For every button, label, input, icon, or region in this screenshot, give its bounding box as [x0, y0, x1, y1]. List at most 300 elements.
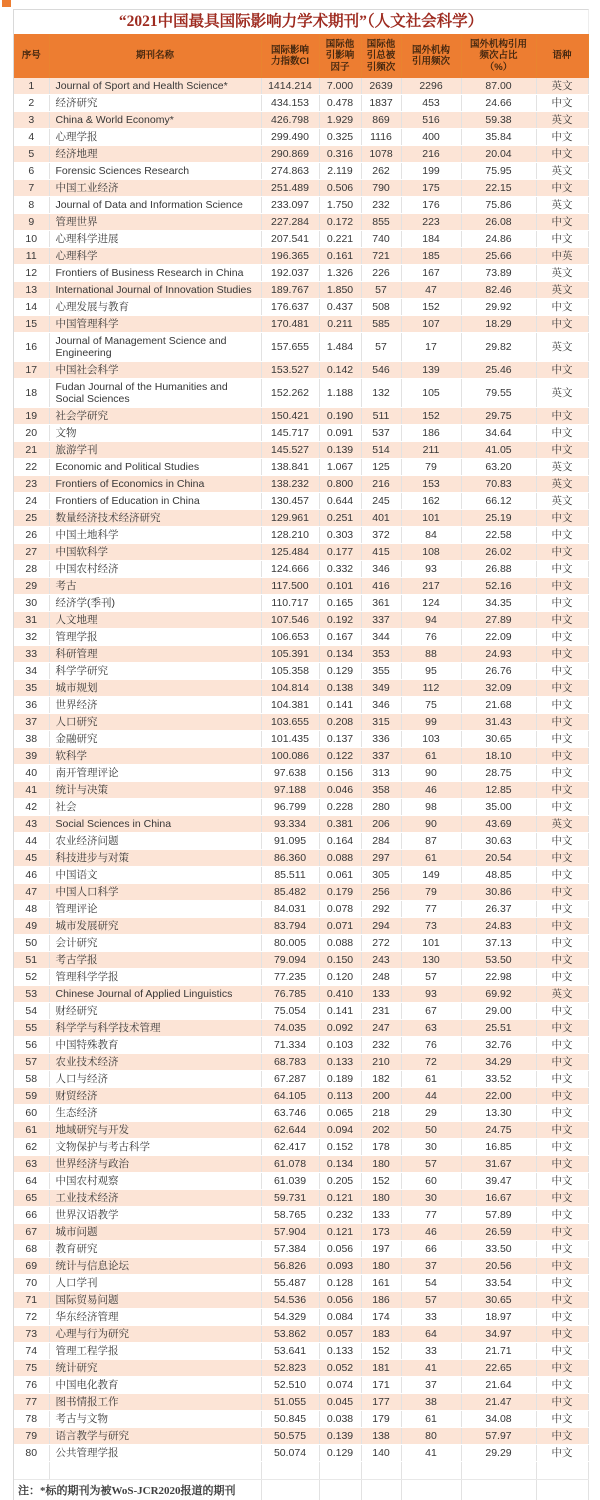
rank-cell: 57: [14, 1054, 49, 1071]
foreign-citations-cell: 98: [401, 799, 461, 816]
table-row: [14, 493, 588, 510]
foreign-citation-pct-cell: 21.71: [461, 1343, 536, 1360]
total-citations-cell: 57: [361, 282, 401, 299]
rank-cell: 2: [14, 95, 49, 112]
empty-cell: [461, 1480, 536, 1500]
foreign-citation-pct-cell: 33.50: [461, 1241, 536, 1258]
total-citations-cell: 361: [361, 595, 401, 612]
ci-index-cell: 105.391: [261, 646, 319, 663]
impact-factor-cell: 0.381: [319, 816, 361, 833]
foreign-citation-pct-cell: 22.15: [461, 180, 536, 197]
foreign-citation-pct-cell: 25.51: [461, 1020, 536, 1037]
foreign-citation-pct-cell: 31.43: [461, 714, 536, 731]
total-citations-cell: 344: [361, 629, 401, 646]
rank-cell: 80: [14, 1445, 49, 1462]
ci-index-cell: 85.482: [261, 884, 319, 901]
language-cell: 中文: [536, 1394, 588, 1411]
impact-factor-cell: 0.061: [319, 867, 361, 884]
foreign-citation-pct-cell: 35.00: [461, 799, 536, 816]
impact-factor-cell: 0.141: [319, 697, 361, 714]
foreign-citation-pct-cell: 26.37: [461, 901, 536, 918]
rank-cell: 42: [14, 799, 49, 816]
rank-cell: 14: [14, 299, 49, 316]
foreign-citations-cell: 112: [401, 680, 461, 697]
foreign-citation-pct-cell: 22.65: [461, 1360, 536, 1377]
journal-name-cell: 华东经济管理: [49, 1309, 261, 1326]
total-citations-cell: 740: [361, 231, 401, 248]
ci-index-cell: 93.334: [261, 816, 319, 833]
total-citations-cell: 1837: [361, 95, 401, 112]
foreign-citation-pct-cell: 43.69: [461, 816, 536, 833]
total-citations-cell: 294: [361, 918, 401, 935]
table-row: [14, 816, 588, 833]
impact-factor-cell: 0.644: [319, 493, 361, 510]
impact-factor-cell: 0.103: [319, 1037, 361, 1054]
rank-cell: 31: [14, 612, 49, 629]
table-row: [14, 544, 588, 561]
foreign-citations-cell: 162: [401, 493, 461, 510]
table-row: [14, 231, 588, 248]
table-row: [14, 629, 588, 646]
impact-factor-cell: 0.190: [319, 408, 361, 425]
journal-name-cell: 中国人口科学: [49, 884, 261, 901]
rank-cell: 41: [14, 782, 49, 799]
foreign-citations-cell: 76: [401, 1037, 461, 1054]
total-citations-cell: 280: [361, 799, 401, 816]
rank-cell: 24: [14, 493, 49, 510]
impact-factor-cell: 0.094: [319, 1122, 361, 1139]
total-citations-cell: 186: [361, 1292, 401, 1309]
journal-name-cell: China & World Economy*: [49, 112, 261, 129]
ci-index-cell: 145.717: [261, 425, 319, 442]
foreign-citation-pct-cell: 12.85: [461, 782, 536, 799]
rank-cell: 17: [14, 362, 49, 379]
language-cell: 中文: [536, 578, 588, 595]
rank-cell: 39: [14, 748, 49, 765]
impact-factor-cell: 0.129: [319, 663, 361, 680]
impact-factor-cell: 0.228: [319, 799, 361, 816]
journal-name-cell: 南开管理评论: [49, 765, 261, 782]
rank-cell: 48: [14, 901, 49, 918]
table-row: [14, 918, 588, 935]
foreign-citations-cell: 87: [401, 833, 461, 850]
total-citations-cell: 546: [361, 362, 401, 379]
total-citations-cell: 226: [361, 265, 401, 282]
language-cell: 英文: [536, 986, 588, 1003]
language-cell: 中文: [536, 527, 588, 544]
journal-name-cell: 心理学报: [49, 129, 261, 146]
table-row: [14, 1139, 588, 1156]
journal-name-cell: 中国土地科学: [49, 527, 261, 544]
foreign-citations-cell: 64: [401, 1326, 461, 1343]
rank-cell: 50: [14, 935, 49, 952]
journal-name-cell: 国际贸易问题: [49, 1292, 261, 1309]
language-cell: 英文: [536, 265, 588, 282]
language-cell: 中文: [536, 1207, 588, 1224]
foreign-citations-cell: 46: [401, 782, 461, 799]
ci-index-cell: 153.527: [261, 362, 319, 379]
rank-cell: 5: [14, 146, 49, 163]
impact-factor-cell: 0.211: [319, 316, 361, 333]
foreign-citation-pct-cell: 26.88: [461, 561, 536, 578]
impact-factor-cell: 0.332: [319, 561, 361, 578]
foreign-citations-cell: 57: [401, 1292, 461, 1309]
total-citations-cell: 511: [361, 408, 401, 425]
journal-name-cell: 心理发展与教育: [49, 299, 261, 316]
empty-cell: [461, 1462, 536, 1480]
total-citations-cell: 247: [361, 1020, 401, 1037]
rank-cell: 26: [14, 527, 49, 544]
rank-cell: 20: [14, 425, 49, 442]
total-citations-cell: 152: [361, 1173, 401, 1190]
empty-cell: [401, 1462, 461, 1480]
impact-factor-cell: 1.484: [319, 333, 361, 362]
foreign-citations-cell: 90: [401, 816, 461, 833]
rank-cell: 1: [14, 78, 49, 95]
ci-index-cell: 77.235: [261, 969, 319, 986]
ci-index-cell: 138.841: [261, 459, 319, 476]
foreign-citation-pct-cell: 52.16: [461, 578, 536, 595]
empty-cell: [49, 1462, 261, 1480]
foreign-citation-pct-cell: 34.08: [461, 1411, 536, 1428]
foreign-citations-cell: 46: [401, 1224, 461, 1241]
rank-cell: 18: [14, 379, 49, 408]
journal-name-cell: 世界汉语教学: [49, 1207, 261, 1224]
table-row: [14, 78, 588, 95]
table-row: [14, 765, 588, 782]
foreign-citations-cell: 61: [401, 748, 461, 765]
impact-factor-cell: 0.046: [319, 782, 361, 799]
journal-name-cell: Fudan Journal of the Humanities and Social Sciences: [49, 379, 261, 408]
rank-cell: 22: [14, 459, 49, 476]
column-header-rank: 序号: [14, 34, 49, 78]
journal-name-cell: Journal of Management Science and Engineering: [49, 333, 261, 362]
impact-factor-cell: 0.133: [319, 1054, 361, 1071]
journal-name-cell: International Journal of Innovation Studies: [49, 282, 261, 299]
journal-name-cell: 财贸经济: [49, 1088, 261, 1105]
table-row: [14, 265, 588, 282]
total-citations-cell: 173: [361, 1224, 401, 1241]
language-cell: 中文: [536, 952, 588, 969]
journal-name-cell: 管理学报: [49, 629, 261, 646]
impact-factor-cell: 0.101: [319, 578, 361, 595]
column-header-impact-factor: 国际他 引影响 因子: [319, 34, 361, 78]
foreign-citations-cell: 516: [401, 112, 461, 129]
rank-cell: 8: [14, 197, 49, 214]
language-cell: 中文: [536, 1190, 588, 1207]
journal-name-cell: Frontiers of Business Research in China: [49, 265, 261, 282]
journal-name-cell: 会计研究: [49, 935, 261, 952]
foreign-citations-cell: 67: [401, 1003, 461, 1020]
ci-index-cell: 1414.214: [261, 78, 319, 95]
rank-cell: 64: [14, 1173, 49, 1190]
ci-index-cell: 117.500: [261, 578, 319, 595]
total-citations-cell: 232: [361, 197, 401, 214]
foreign-citations-cell: 30: [401, 1139, 461, 1156]
rank-cell: 6: [14, 163, 49, 180]
language-cell: 中文: [536, 595, 588, 612]
table-row: [14, 333, 588, 362]
total-citations-cell: 262: [361, 163, 401, 180]
foreign-citation-pct-cell: 21.64: [461, 1377, 536, 1394]
foreign-citation-pct-cell: 27.89: [461, 612, 536, 629]
ci-index-cell: 100.086: [261, 748, 319, 765]
foreign-citations-cell: 95: [401, 663, 461, 680]
impact-factor-cell: 1.929: [319, 112, 361, 129]
journal-name-cell: 经济地理: [49, 146, 261, 163]
total-citations-cell: 132: [361, 379, 401, 408]
table-row: [14, 1275, 588, 1292]
impact-factor-cell: 0.141: [319, 1003, 361, 1020]
table-row: [14, 425, 588, 442]
ci-index-cell: 75.054: [261, 1003, 319, 1020]
table-row: [14, 214, 588, 231]
journal-name-cell: 农业经济问题: [49, 833, 261, 850]
language-cell: 中文: [536, 714, 588, 731]
foreign-citations-cell: 75: [401, 697, 461, 714]
rank-cell: 78: [14, 1411, 49, 1428]
table-row: [14, 180, 588, 197]
table-row: [14, 510, 588, 527]
foreign-citation-pct-cell: 34.29: [461, 1054, 536, 1071]
rank-cell: 51: [14, 952, 49, 969]
total-citations-cell: 537: [361, 425, 401, 442]
impact-factor-cell: 0.137: [319, 731, 361, 748]
table-row: [14, 1105, 588, 1122]
table-row: [14, 527, 588, 544]
ci-index-cell: 107.546: [261, 612, 319, 629]
foreign-citation-pct-cell: 26.59: [461, 1224, 536, 1241]
journal-name-cell: 心理与行为研究: [49, 1326, 261, 1343]
impact-factor-cell: 0.205: [319, 1173, 361, 1190]
ci-index-cell: 138.232: [261, 476, 319, 493]
table-header: [14, 34, 588, 78]
rank-cell: 43: [14, 816, 49, 833]
foreign-citation-pct-cell: 16.67: [461, 1190, 536, 1207]
journal-name-cell: Forensic Sciences Research: [49, 163, 261, 180]
language-cell: 英文: [536, 333, 588, 362]
language-cell: 中文: [536, 1343, 588, 1360]
empty-cell: [261, 1462, 319, 1480]
impact-factor-cell: 0.134: [319, 1156, 361, 1173]
language-cell: 中文: [536, 1224, 588, 1241]
rank-cell: 68: [14, 1241, 49, 1258]
impact-factor-cell: 0.078: [319, 901, 361, 918]
rank-cell: 79: [14, 1428, 49, 1445]
table-row: [14, 680, 588, 697]
foreign-citation-pct-cell: 53.50: [461, 952, 536, 969]
language-cell: 英文: [536, 459, 588, 476]
impact-factor-cell: 0.478: [319, 95, 361, 112]
impact-factor-cell: 0.165: [319, 595, 361, 612]
corner-accent-decoration: [2, 0, 11, 7]
language-cell: 中文: [536, 408, 588, 425]
rank-cell: 27: [14, 544, 49, 561]
impact-factor-cell: 0.038: [319, 1411, 361, 1428]
table-row: [14, 1224, 588, 1241]
journal-name-cell: Journal of Data and Information Science: [49, 197, 261, 214]
ci-index-cell: 176.637: [261, 299, 319, 316]
foreign-citation-pct-cell: 59.38: [461, 112, 536, 129]
column-header-language: 语种: [536, 34, 588, 78]
journal-name-cell: 考古与文物: [49, 1411, 261, 1428]
rank-cell: 76: [14, 1377, 49, 1394]
foreign-citation-pct-cell: 41.05: [461, 442, 536, 459]
ci-index-cell: 57.384: [261, 1241, 319, 1258]
foreign-citation-pct-cell: 18.29: [461, 316, 536, 333]
foreign-citation-pct-cell: 75.86: [461, 197, 536, 214]
ci-index-cell: 61.078: [261, 1156, 319, 1173]
foreign-citations-cell: 167: [401, 265, 461, 282]
language-cell: 中英: [536, 248, 588, 265]
footnote-text: 注：*标的期刊为被WoS-JCR2020报道的期刊: [14, 1480, 261, 1500]
impact-factor-cell: 7.000: [319, 78, 361, 95]
journal-name-cell: 城市问题: [49, 1224, 261, 1241]
impact-factor-cell: 0.056: [319, 1292, 361, 1309]
total-citations-cell: 337: [361, 612, 401, 629]
ci-index-cell: 101.435: [261, 731, 319, 748]
rank-cell: 47: [14, 884, 49, 901]
foreign-citation-pct-cell: 70.83: [461, 476, 536, 493]
table-row: [14, 129, 588, 146]
table-row: [14, 969, 588, 986]
table-row: [14, 408, 588, 425]
total-citations-cell: 216: [361, 476, 401, 493]
journal-name-cell: 公共管理学报: [49, 1445, 261, 1462]
foreign-citations-cell: 124: [401, 595, 461, 612]
table-row: [14, 1190, 588, 1207]
language-cell: 中文: [536, 1445, 588, 1462]
journal-name-cell: 统计研究: [49, 1360, 261, 1377]
journal-name-cell: 图书情报工作: [49, 1394, 261, 1411]
ci-index-cell: 290.869: [261, 146, 319, 163]
ci-index-cell: 56.826: [261, 1258, 319, 1275]
total-citations-cell: 178: [361, 1139, 401, 1156]
impact-factor-cell: 0.800: [319, 476, 361, 493]
ci-index-cell: 129.961: [261, 510, 319, 527]
ci-index-cell: 106.653: [261, 629, 319, 646]
total-citations-cell: 315: [361, 714, 401, 731]
rank-cell: 56: [14, 1037, 49, 1054]
foreign-citation-pct-cell: 25.66: [461, 248, 536, 265]
impact-factor-cell: 0.142: [319, 362, 361, 379]
language-cell: 中文: [536, 1122, 588, 1139]
ci-index-cell: 54.536: [261, 1292, 319, 1309]
ci-index-cell: 96.799: [261, 799, 319, 816]
total-citations-cell: 243: [361, 952, 401, 969]
table-row: [14, 1343, 588, 1360]
language-cell: 中文: [536, 1139, 588, 1156]
foreign-citations-cell: 41: [401, 1360, 461, 1377]
rank-cell: 59: [14, 1088, 49, 1105]
rank-cell: 34: [14, 663, 49, 680]
language-cell: 中文: [536, 1105, 588, 1122]
rank-cell: 13: [14, 282, 49, 299]
impact-factor-cell: 0.410: [319, 986, 361, 1003]
ci-index-cell: 86.360: [261, 850, 319, 867]
ci-index-cell: 50.845: [261, 1411, 319, 1428]
language-cell: 中文: [536, 629, 588, 646]
journal-name-cell: 中国工业经济: [49, 180, 261, 197]
impact-factor-cell: 1.067: [319, 459, 361, 476]
rank-cell: 21: [14, 442, 49, 459]
impact-factor-cell: 0.084: [319, 1309, 361, 1326]
foreign-citations-cell: 44: [401, 1088, 461, 1105]
journal-name-cell: 管理科学学报: [49, 969, 261, 986]
rank-cell: 37: [14, 714, 49, 731]
journal-name-cell: 科技进步与对策: [49, 850, 261, 867]
table-row: [14, 1428, 588, 1445]
rank-cell: 11: [14, 248, 49, 265]
language-cell: 中文: [536, 1326, 588, 1343]
foreign-citation-pct-cell: 28.75: [461, 765, 536, 782]
column-header-foreign-citations: 国外机构 引用频次: [401, 34, 461, 78]
foreign-citations-cell: 47: [401, 282, 461, 299]
impact-factor-cell: 1.750: [319, 197, 361, 214]
ci-index-cell: 62.417: [261, 1139, 319, 1156]
rank-cell: 77: [14, 1394, 49, 1411]
journal-name-cell: 心理科学: [49, 248, 261, 265]
table-row: [14, 850, 588, 867]
foreign-citation-pct-cell: 63.20: [461, 459, 536, 476]
impact-factor-cell: 0.251: [319, 510, 361, 527]
rank-cell: 12: [14, 265, 49, 282]
table-row: [14, 748, 588, 765]
impact-factor-cell: 1.188: [319, 379, 361, 408]
impact-factor-cell: 1.850: [319, 282, 361, 299]
language-cell: 中文: [536, 680, 588, 697]
language-cell: 中文: [536, 316, 588, 333]
language-cell: 中文: [536, 1411, 588, 1428]
language-cell: 英文: [536, 112, 588, 129]
impact-factor-cell: 0.091: [319, 425, 361, 442]
ci-index-cell: 97.638: [261, 765, 319, 782]
total-citations-cell: 349: [361, 680, 401, 697]
impact-factor-cell: 0.134: [319, 646, 361, 663]
ci-index-cell: 85.511: [261, 867, 319, 884]
total-citations-cell: 174: [361, 1309, 401, 1326]
rank-cell: 33: [14, 646, 49, 663]
rank-cell: 75: [14, 1360, 49, 1377]
foreign-citation-pct-cell: 30.65: [461, 731, 536, 748]
total-citations-cell: 179: [361, 1411, 401, 1428]
foreign-citations-cell: 66: [401, 1241, 461, 1258]
language-cell: 中文: [536, 1003, 588, 1020]
foreign-citations-cell: 199: [401, 163, 461, 180]
language-cell: 中文: [536, 1258, 588, 1275]
foreign-citation-pct-cell: 29.00: [461, 1003, 536, 1020]
foreign-citation-pct-cell: 22.98: [461, 969, 536, 986]
ci-index-cell: 58.765: [261, 1207, 319, 1224]
rank-cell: 66: [14, 1207, 49, 1224]
rank-cell: 23: [14, 476, 49, 493]
foreign-citation-pct-cell: 30.65: [461, 1292, 536, 1309]
foreign-citations-cell: 108: [401, 544, 461, 561]
table-row: [14, 1003, 588, 1020]
total-citations-cell: 161: [361, 1275, 401, 1292]
impact-factor-cell: 0.128: [319, 1275, 361, 1292]
language-cell: 中文: [536, 425, 588, 442]
journal-name-cell: 社会: [49, 799, 261, 816]
language-cell: 中文: [536, 1377, 588, 1394]
foreign-citations-cell: 153: [401, 476, 461, 493]
ci-index-cell: 274.863: [261, 163, 319, 180]
foreign-citation-pct-cell: 26.02: [461, 544, 536, 561]
language-cell: 英文: [536, 282, 588, 299]
language-cell: 中文: [536, 1173, 588, 1190]
journal-name-cell: 中国软科学: [49, 544, 261, 561]
foreign-citation-pct-cell: 48.85: [461, 867, 536, 884]
